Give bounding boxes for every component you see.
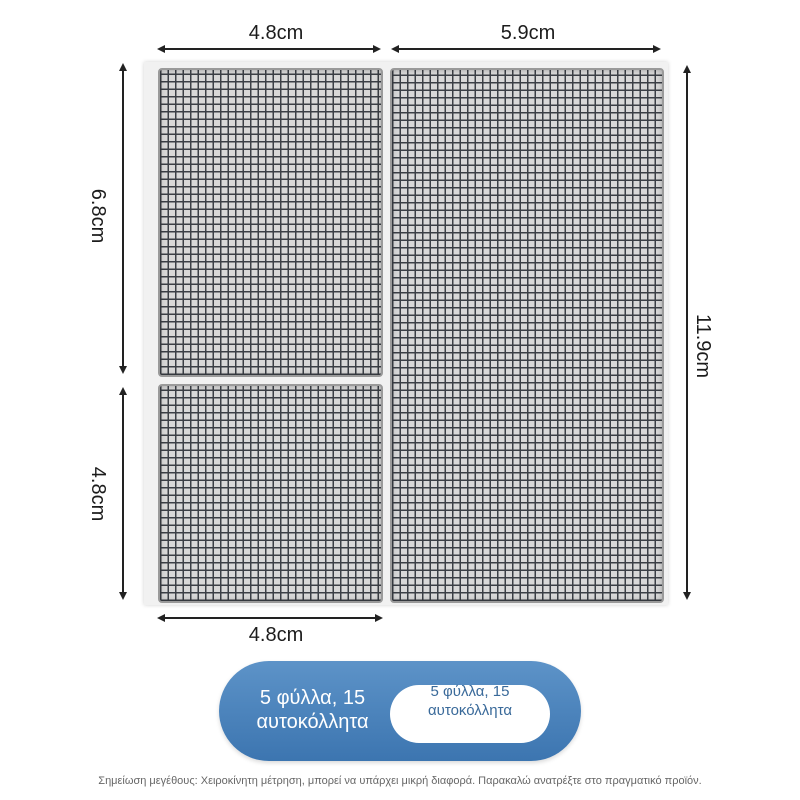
dimension-label-left-upper: 6.8cm — [87, 188, 109, 244]
dimension-label-right: 11.9cm — [692, 313, 714, 379]
mesh-patch-right — [390, 68, 664, 603]
badge-text-right — [390, 682, 550, 720]
dimension-label-bottom: 4.8cm — [248, 624, 304, 646]
badge-text-left — [230, 686, 395, 734]
dimension-label-left-lower: 4.8cm — [87, 466, 109, 522]
size-note: Σημείωση μεγέθους: Χειροκίνητη μέτρηση, μπορεί να υπάρχει μικρή διαφορά. Παρακαλώ ανατρέξτε στο πραγματικό προϊόν. — [98, 775, 702, 787]
mesh-patch-bottom-left — [158, 384, 383, 603]
mesh-patch-top-left — [158, 68, 383, 377]
dimension-label-top-left: 4.8cm — [248, 22, 304, 44]
dimension-label-top-right: 5.9cm — [500, 22, 556, 44]
badge-right-line1: 5 φύλλα, 15 — [430, 683, 510, 700]
badge-left-line2: αυτοκόλλητα — [256, 711, 369, 733]
badge-left-line1: 5 φύλλα, 15 — [259, 687, 366, 709]
badge-right-line2: αυτοκόλλητα — [427, 702, 513, 719]
